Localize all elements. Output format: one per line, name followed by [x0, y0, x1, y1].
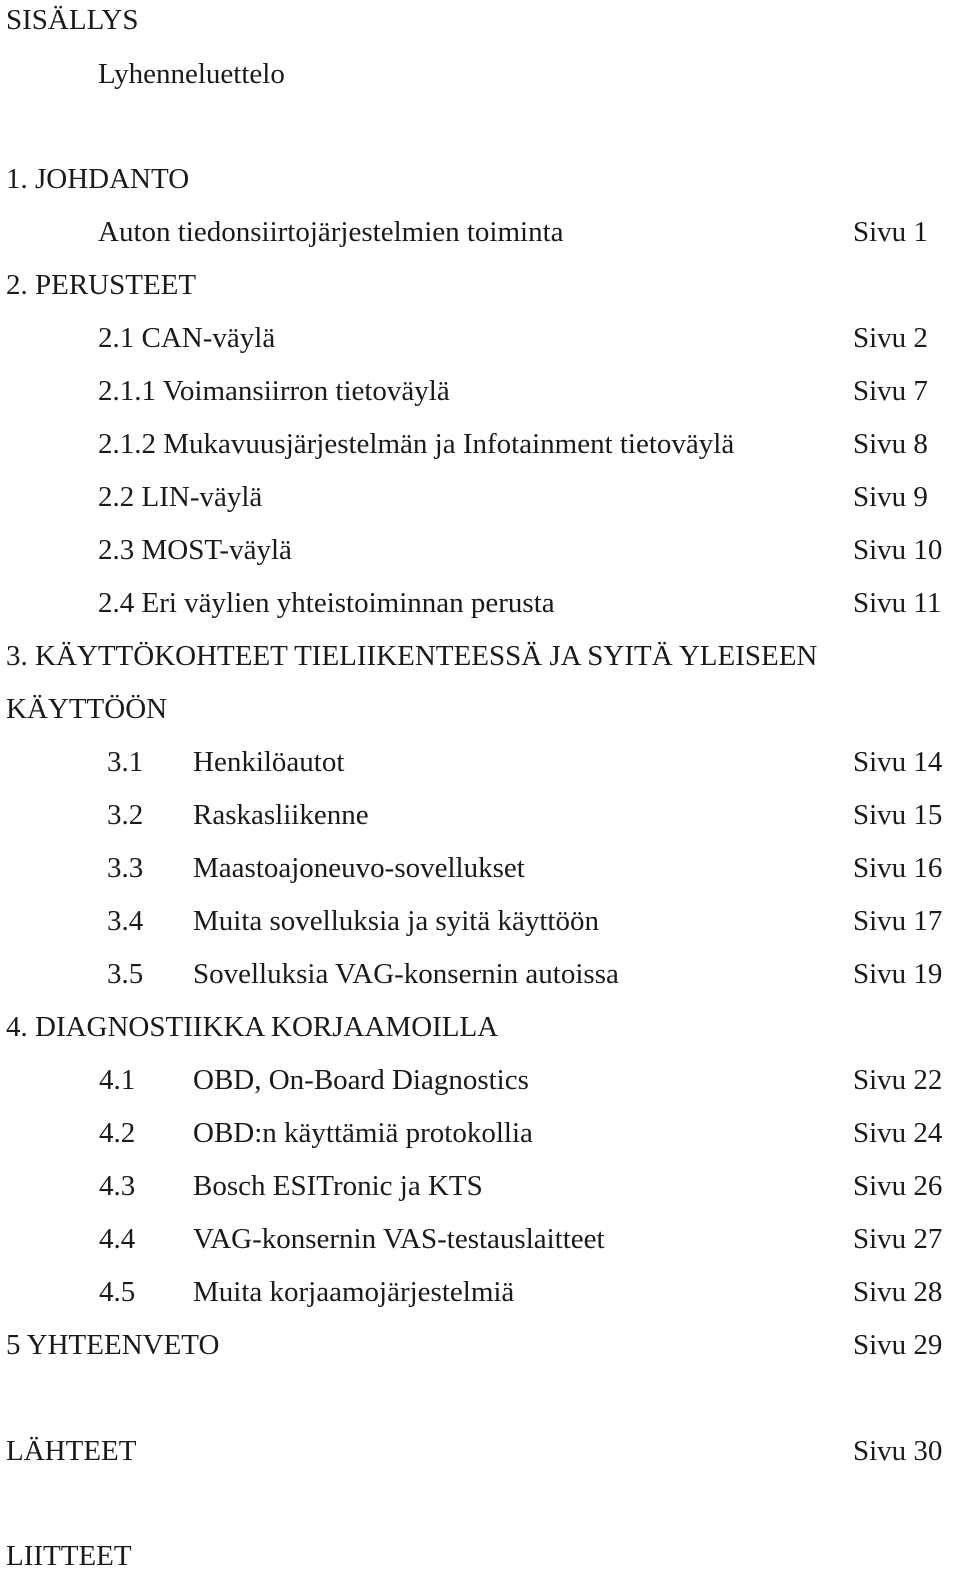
toc-entry-label: 2.3 MOST-väylä: [98, 534, 292, 566]
toc-entry-number: 3.2: [107, 799, 144, 831]
section-heading-3: [0, 636, 960, 676]
toc-entry-page: Sivu 9: [853, 481, 928, 513]
toc-entry-page: Sivu 26: [853, 1170, 943, 1202]
toc-entry-number: 4.4: [99, 1223, 136, 1255]
toc-entry-page: Sivu 7: [853, 375, 928, 407]
section-heading-5: [0, 1325, 960, 1365]
toc-entry-page: Sivu 17: [853, 905, 943, 937]
section-heading-4: [0, 1007, 960, 1047]
toc-entry-number: 4.2: [99, 1117, 136, 1149]
toc-entry-number: 3.1: [107, 746, 144, 778]
toc-title-line: [0, 0, 960, 40]
toc-entry: [0, 212, 960, 252]
toc-entry-label: OBD, On-Board Diagnostics: [193, 1064, 529, 1096]
toc-entry-page: Sivu 2: [853, 322, 928, 354]
toc-entry-label: Henkilöautot: [193, 746, 345, 778]
toc-entry-page: Sivu 29: [853, 1329, 943, 1361]
toc-entry: [0, 583, 960, 623]
section-heading-text: 2. PERUSTEET: [6, 269, 197, 301]
toc-entry-page: Sivu 24: [853, 1117, 943, 1149]
toc-entry: [0, 1219, 960, 1259]
section-heading-text: 3. KÄYTTÖKOHTEET TIELIIKENTEESSÄ JA SYITÄ YLEISEEN: [6, 640, 818, 672]
section-heading-text: 4. DIAGNOSTIIKKA KORJAAMOILLA: [6, 1011, 499, 1043]
section-heading-text: 1. JOHDANTO: [6, 163, 190, 195]
toc-entry-label: 2.4 Eri väylien yhteistoiminnan perusta: [98, 587, 555, 619]
toc-entry-page: Sivu 1: [853, 216, 928, 248]
toc-entry: [0, 795, 960, 835]
toc-entry: [0, 901, 960, 941]
toc-entry-page: Sivu 11: [853, 587, 942, 619]
section-heading-text: 5 YHTEENVETO: [6, 1329, 220, 1361]
toc-title: SISÄLLYS: [6, 4, 139, 36]
toc-entry-page: Sivu 10: [853, 534, 943, 566]
toc-entry-label: Lyhenneluettelo: [98, 58, 285, 90]
toc-entry: [0, 424, 960, 464]
toc-entry: [0, 742, 960, 782]
toc-entry-label: 2.1.2 Mukavuusjärjestelmän ja Infotainment tietoväylä: [98, 428, 735, 460]
section-heading-1: [0, 159, 960, 199]
toc-entry-sources: [0, 1431, 960, 1471]
toc-entry-page: Sivu 8: [853, 428, 928, 460]
section-heading-2: [0, 265, 960, 305]
toc-entry-page: Sivu 30: [853, 1435, 943, 1467]
section-heading-text: LIITTEET: [6, 1540, 132, 1572]
toc-entry-page: Sivu 16: [853, 852, 943, 884]
toc-entry-number: 3.3: [107, 852, 144, 884]
toc-entry-page: Sivu 27: [853, 1223, 943, 1255]
toc-entry-abbreviations: [0, 54, 960, 94]
toc-entry-number: 3.4: [107, 905, 144, 937]
toc-entry-page: Sivu 28: [853, 1276, 943, 1308]
toc-entry-label: Muita sovelluksia ja syitä käyttöön: [193, 905, 599, 937]
section-heading-text: KÄYTTÖÖN: [6, 693, 168, 725]
toc-entry-label: VAG-konsernin VAS-testauslaitteet: [193, 1223, 605, 1255]
toc-entry-label: 2.1 CAN-väylä: [98, 322, 276, 354]
toc-entry: [0, 1113, 960, 1153]
toc-entry-number: 3.5: [107, 958, 144, 990]
toc-entry-label: OBD:n käyttämiä protokollia: [193, 1117, 533, 1149]
toc-entry: [0, 1272, 960, 1312]
toc-entry-appendices: [0, 1536, 960, 1576]
toc-entry-label: Auton tiedonsiirtojärjestelmien toiminta: [98, 216, 564, 248]
toc-entry-page: Sivu 22: [853, 1064, 943, 1096]
toc-entry-label: Muita korjaamojärjestelmiä: [193, 1276, 515, 1308]
toc-entry-page: Sivu 15: [853, 799, 943, 831]
toc-entry-label: 2.2 LIN-väylä: [98, 481, 263, 513]
toc-entry-label: 2.1.1 Voimansiirron tietoväylä: [98, 375, 450, 407]
toc-entry: [0, 1060, 960, 1100]
toc-entry: [0, 530, 960, 570]
toc-entry: [0, 1166, 960, 1206]
toc-entry-number: 4.5: [99, 1276, 136, 1308]
toc-entry: [0, 954, 960, 994]
section-heading-text: LÄHTEET: [6, 1435, 137, 1467]
toc-entry-page: Sivu 19: [853, 958, 943, 990]
toc-entry-label: Maastoajoneuvo-sovellukset: [193, 852, 525, 884]
toc-entry-label: Sovelluksia VAG-konsernin autoissa: [193, 958, 619, 990]
toc-entry: [0, 318, 960, 358]
toc-entry: [0, 477, 960, 517]
toc-entry-page: Sivu 14: [853, 746, 943, 778]
toc-entry: [0, 371, 960, 411]
section-heading-3-continued: [0, 689, 960, 729]
toc-entry-number: 4.1: [99, 1064, 136, 1096]
toc-entry-number: 4.3: [99, 1170, 136, 1202]
toc-entry-label: Bosch ESITronic ja KTS: [193, 1170, 483, 1202]
toc-entry: [0, 848, 960, 888]
toc-entry-label: Raskasliikenne: [193, 799, 369, 831]
